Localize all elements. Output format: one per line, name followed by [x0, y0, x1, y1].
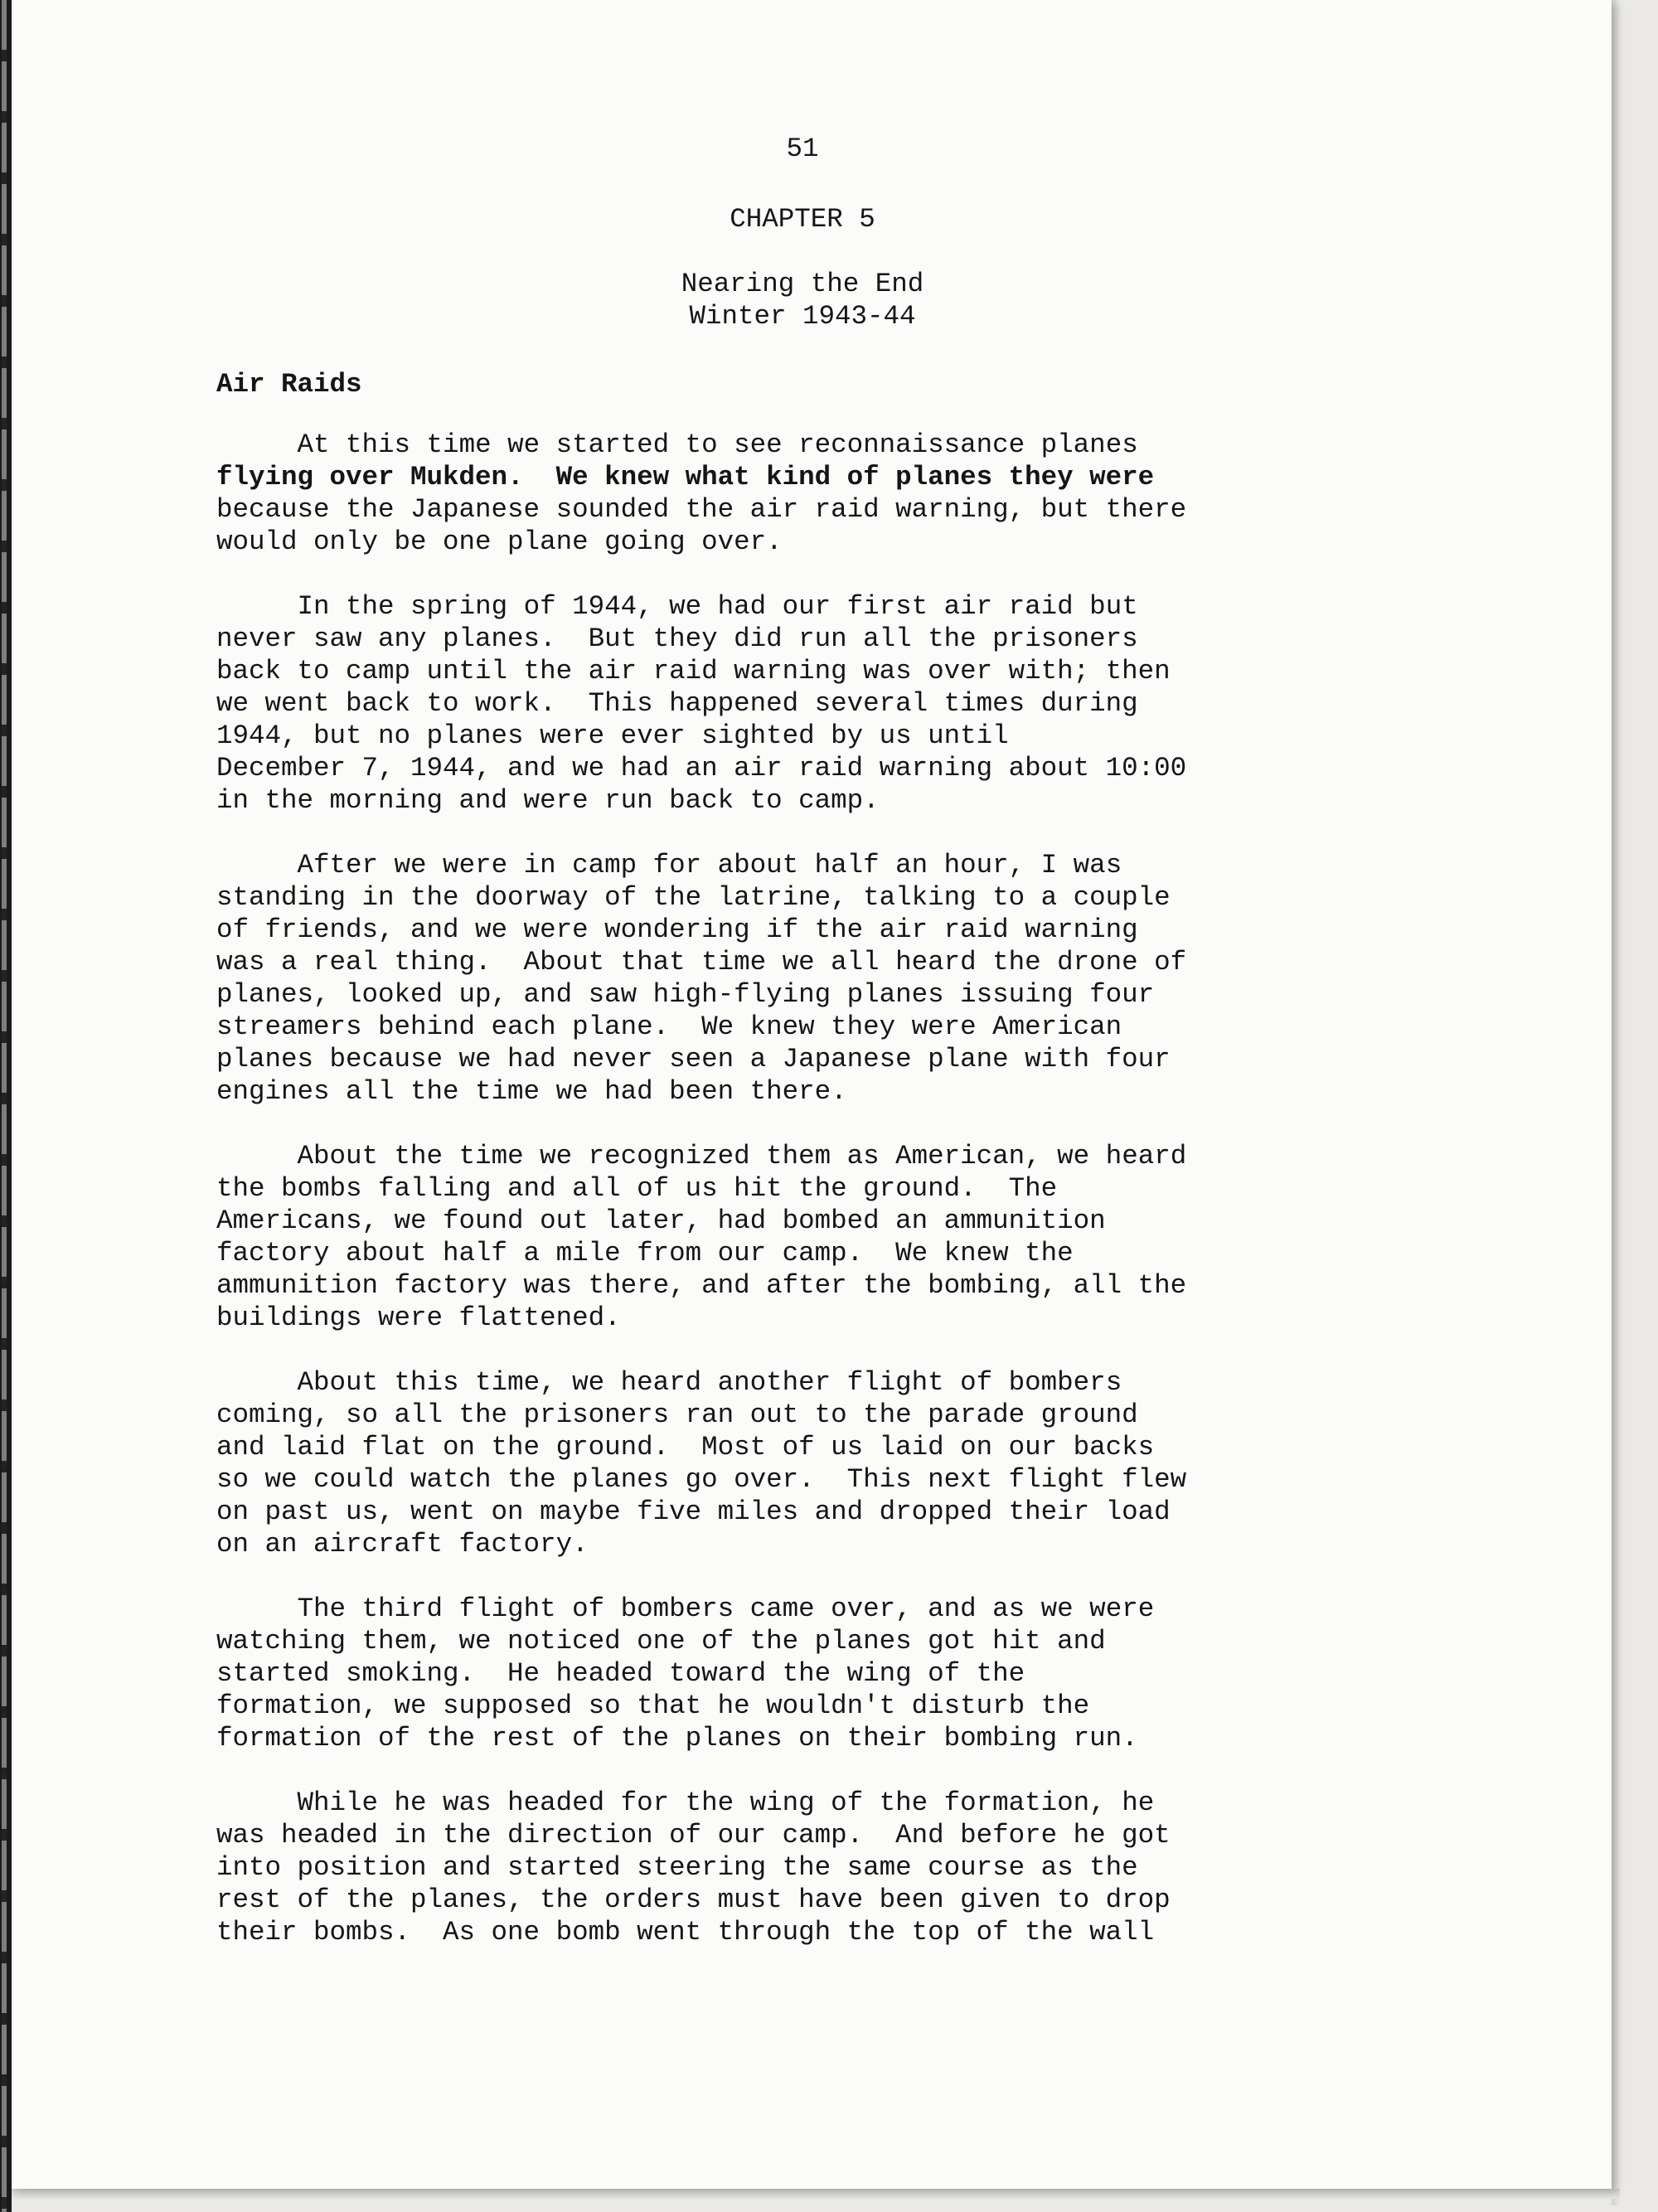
- text-line: so we could watch the planes go over. This next flight flew: [216, 1464, 1187, 1495]
- chapter-date: Winter 1943-44: [689, 301, 916, 332]
- text-line: never saw any planes. But they did run all the prisoners: [216, 623, 1138, 654]
- text-line: watching them, we noticed one of the planes got hit and: [216, 1626, 1106, 1657]
- paragraph: [216, 1140, 1399, 1334]
- text-line: we went back to work. This happened several times during: [216, 688, 1138, 719]
- text-line: the bombs falling and all of us hit the ground. The: [216, 1173, 1058, 1204]
- text-line: their bombs. As one bomb went through the top of the wall: [216, 1917, 1155, 1948]
- text-line: in the morning and were run back to camp.: [216, 785, 880, 816]
- text-line: factory about half a mile from our camp. We knew the: [216, 1238, 1074, 1269]
- text-line: ammunition factory was there, and after the bombing, all the: [216, 1270, 1187, 1301]
- text-line: because the Japanese sounded the air raid warning, but there: [216, 494, 1187, 525]
- paragraph: [216, 590, 1399, 817]
- text-line: and laid flat on the ground. Most of us laid on our backs: [216, 1432, 1155, 1463]
- text-line: planes, looked up, and saw high-flying planes issuing four: [216, 979, 1155, 1010]
- text-line: The third flight of bombers came over, and as we were: [216, 1594, 1155, 1624]
- text-line: of friends, and we were wondering if the air raid warning: [216, 914, 1138, 945]
- text-line: would only be one plane going over.: [216, 526, 783, 557]
- text-line: After we were in camp for about half an hour, I was: [216, 850, 1122, 880]
- text-line: buildings were flattened.: [216, 1302, 621, 1333]
- text-line: coming, so all the prisoners ran out to the parade ground: [216, 1399, 1138, 1430]
- paragraph: [216, 1593, 1399, 1754]
- page-content: [206, 133, 1399, 1981]
- text-line: While he was headed for the wing of the formation, he: [216, 1788, 1155, 1818]
- text-line: back to camp until the air raid warning was over with; then: [216, 656, 1171, 686]
- paragraph: [216, 429, 1399, 558]
- text-line: Americans, we found out later, had bombed an ammunition: [216, 1205, 1106, 1236]
- binding-marks: [2, 0, 7, 2212]
- chapter-title: CHAPTER 5: [730, 204, 875, 235]
- text-line: streamers behind each plane. We knew they were American: [216, 1011, 1122, 1042]
- page-sheet: [12, 0, 1612, 2189]
- section-heading: Air Raids: [216, 369, 362, 400]
- text-line: was a real thing. About that time we all heard the drone of: [216, 947, 1187, 977]
- chapter-subtitle: Nearing the End: [681, 269, 924, 299]
- text-line: on past us, went on maybe five miles and dropped their load: [216, 1496, 1171, 1527]
- page-edge-bottom: [12, 2189, 1620, 2199]
- text-line: About this time, we heard another flight of bombers: [216, 1367, 1122, 1398]
- text-line: into position and started steering the same course as the: [216, 1852, 1138, 1883]
- text-line: planes because we had never seen a Japanese plane with four: [216, 1044, 1171, 1074]
- paragraph: [216, 1366, 1399, 1560]
- text-line: 1944, but no planes were ever sighted by us until: [216, 720, 1009, 751]
- text-line: In the spring of 1944, we had our first air raid but: [216, 591, 1138, 622]
- text-line: At this time we started to see reconnaissance planes: [216, 429, 1138, 460]
- text-line: flying over Mukden. We knew what kind of planes they were: [216, 462, 1155, 492]
- text-line: formation of the rest of the planes on their bombing run.: [216, 1723, 1138, 1754]
- text-line: started smoking. He headed toward the wing of the: [216, 1658, 1025, 1689]
- paragraph: [216, 1787, 1399, 1948]
- text-line: formation, we supposed so that he wouldn't disturb the: [216, 1691, 1090, 1721]
- text-line: About the time we recognized them as American, we heard: [216, 1141, 1187, 1171]
- paragraph: [216, 849, 1399, 1108]
- text-line: was headed in the direction of our camp. And before he got: [216, 1820, 1171, 1851]
- text-line: on an aircraft factory.: [216, 1529, 589, 1560]
- page-number: 51: [786, 133, 819, 164]
- body-text: [206, 429, 1399, 1948]
- text-line: rest of the planes, the orders must have been given to drop: [216, 1885, 1171, 1915]
- page-edge-right: [1612, 0, 1620, 2205]
- text-line: engines all the time we had been there.: [216, 1076, 847, 1107]
- text-line: December 7, 1944, and we had an air raid warning about 10:00: [216, 753, 1187, 783]
- text-line: standing in the doorway of the latrine, talking to a couple: [216, 882, 1171, 913]
